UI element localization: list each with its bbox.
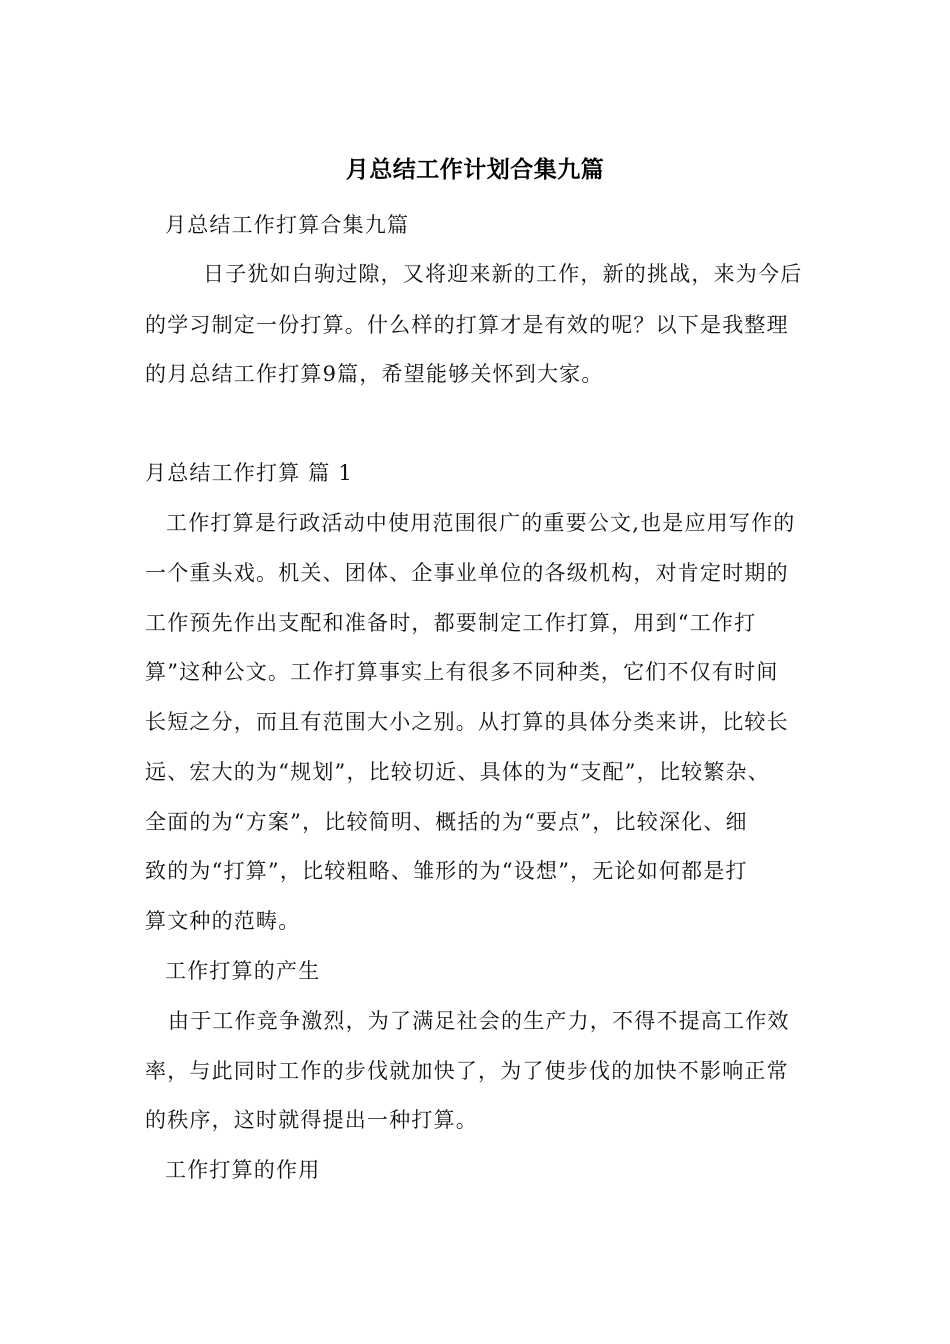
intro-line: 日子犹如白驹过隙，又将迎来新的工作，新的挑战，来为今后 (203, 262, 803, 286)
paragraph-line: 工作预先作出支配和准备时，都要制定工作打算，用到“工作打 (145, 611, 757, 635)
paragraph-line: 的秩序，这时就得提出一种打算。 (145, 1108, 478, 1132)
paragraph-line: 由于工作竞争激烈，为了满足社会的生产力，不得不提高工作效 (168, 1009, 790, 1033)
paragraph-line: 致的为“打算”，比较粗略、雏形的为“设想”，无论如何都是打 (145, 859, 748, 883)
paragraph-line: 算”这种公文。工作打算事实上有很多不同种类，它们不仅有时间 (145, 660, 779, 684)
document-subtitle: 月总结工作打算合集九篇 (165, 213, 410, 237)
section-heading: 月总结工作打算 篇 1 (145, 461, 353, 485)
document-title: 月总结工作计划合集九篇 (345, 157, 605, 183)
paragraph-line: 全面的为“方案”，比较简明、概括的为“要点”，比较深化、细 (145, 810, 748, 834)
subheading-origin: 工作打算的产生 (165, 959, 321, 983)
paragraph-line: 一个重头戏。机关、团体、企事业单位的各级机构，对肯定时期的 (145, 561, 789, 585)
paragraph-line: 算文种的范畴。 (145, 909, 301, 933)
paragraph-line: 远、宏大的为“规划”，比较切近、具体的为“支配”，比较繁杂、 (145, 760, 770, 784)
intro-line: 的学习制定一份打算。什么样的打算才是有效的呢？以下是我整理 (145, 313, 789, 337)
paragraph-line: 工作打算是行政活动中使用范围很广的重要公文,也是应用写作的 (166, 511, 796, 535)
paragraph-line: 长短之分，而且有范围大小之别。从打算的具体分类来讲，比较长 (145, 710, 789, 734)
paragraph-line: 率，与此同时工作的步伐就加快了，为了使步伐的加快不影响正常 (145, 1059, 789, 1083)
subheading-function: 工作打算的作用 (165, 1158, 321, 1182)
intro-line: 的月总结工作打算9篇，希望能够关怀到大家。 (145, 362, 604, 386)
